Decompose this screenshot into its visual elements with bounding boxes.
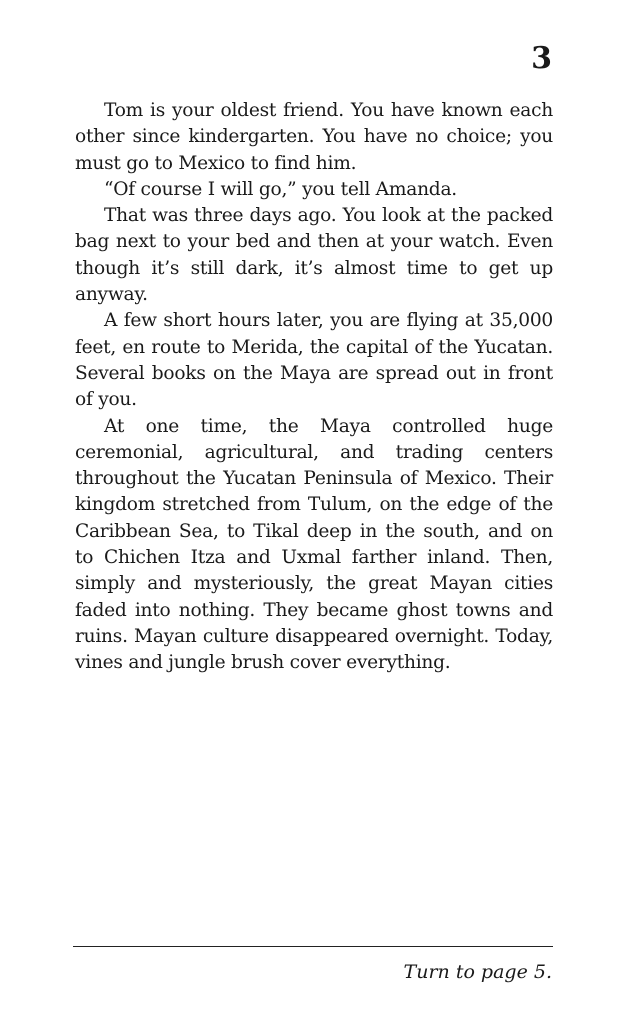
paragraph: That was three days ago. You look at the packed bag next to your bed and then at your watch. Even though it’s still dark, it’s almost time to get up anyway. (75, 205, 553, 306)
turn-to-page-note: Turn to page 5. (403, 961, 552, 983)
page-number: 3 (531, 41, 552, 76)
footer-divider (73, 946, 553, 947)
paragraph: Tom is your oldest friend. You have known each other since kindergarten. You have no choice; you must go to Mexico to find him. (75, 100, 553, 174)
paragraph: At one time, the Maya controlled huge ceremonial, agricultural, and trading centers throughout the Yucatan Peninsula of Mexico. Their kingdom stretched from Tulum, on the edge of the Caribbean Sea, to Tikal deep in the south, and on to Chichen Itza and Uxmal farther inland. Then, simply and mysteriously, the great Mayan cities faded into nothing. They became ghost towns and ruins. Mayan culture disappeared overnight. Today, vines and jungle brush cover everything. (75, 415, 553, 674)
paragraph: A few short hours later, you are flying at 35,000 feet, en route to Merida, the capital of the Yucatan. Several books on the Maya are spread out in front of you. (75, 310, 553, 411)
body-text (75, 98, 553, 677)
paragraph: “Of course I will go,” you tell Amanda. (104, 178, 457, 200)
